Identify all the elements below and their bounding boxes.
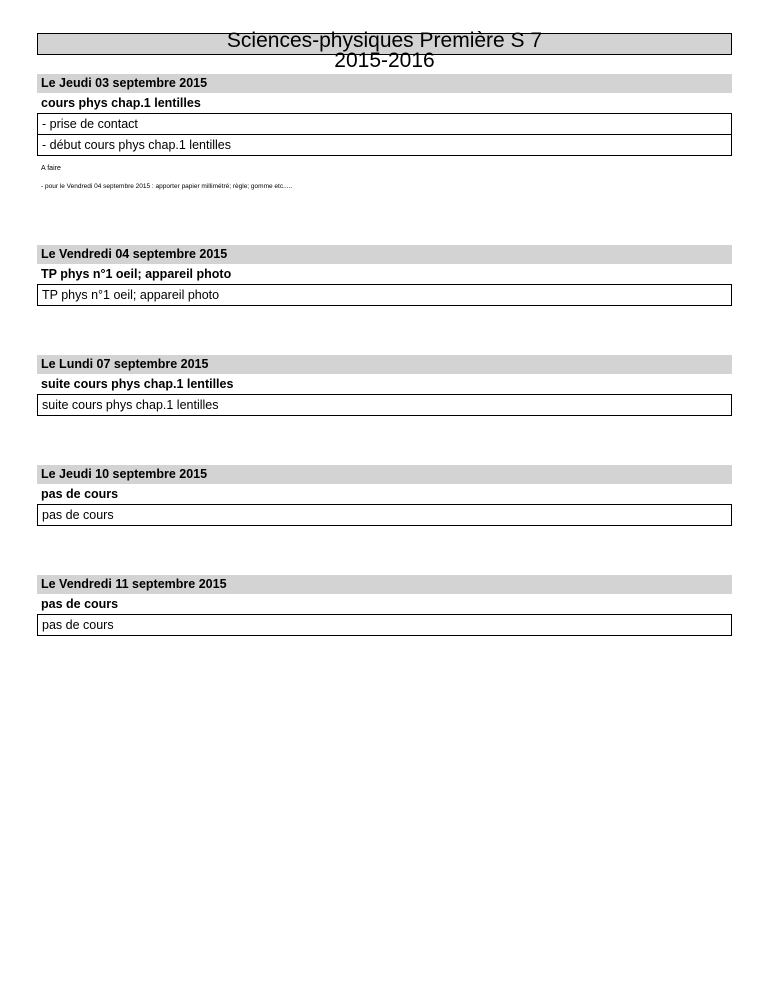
entry-subject: suite cours phys chap.1 lentilles xyxy=(41,377,234,391)
agenda-entry xyxy=(37,465,732,526)
agenda-entry xyxy=(37,355,732,416)
entry-date: Le Jeudi 03 septembre 2015 xyxy=(37,74,732,93)
content-line: - début cours phys chap.1 lentilles xyxy=(38,134,731,155)
todo-label: A faire xyxy=(41,165,61,172)
entry-date: Le Vendredi 04 septembre 2015 xyxy=(37,245,732,264)
entry-date: Le Vendredi 11 septembre 2015 xyxy=(37,575,732,594)
school-year: 2015-2016 xyxy=(334,49,435,72)
content-line: suite cours phys chap.1 lentilles xyxy=(42,398,219,412)
entry-content xyxy=(37,284,732,306)
agenda-entry xyxy=(37,575,732,636)
content-line: TP phys n°1 oeil; appareil photo xyxy=(42,288,220,302)
todo-item: - pour le Vendredi 04 septembre 2015 : apporter papier millimétré; règle; gomme etc..... xyxy=(41,183,293,190)
page-title: Sciences-physiques Première S 7 xyxy=(226,29,543,52)
content-line: pas de cours xyxy=(42,508,114,522)
entry-content xyxy=(37,394,732,416)
entry-date: Le Jeudi 10 septembre 2015 xyxy=(37,465,732,484)
entry-content xyxy=(37,113,732,156)
entry-subject: cours phys chap.1 lentilles xyxy=(41,96,201,110)
entry-content xyxy=(37,614,732,636)
entry-date: Le Lundi 07 septembre 2015 xyxy=(37,355,732,374)
entry-content xyxy=(37,504,732,526)
agenda-entry xyxy=(37,74,732,192)
entry-subject: pas de cours xyxy=(41,597,119,611)
content-line: pas de cours xyxy=(42,618,114,632)
agenda-entry xyxy=(37,245,732,306)
content-line: - prise de contact xyxy=(42,117,138,131)
entry-subject: pas de cours xyxy=(41,487,119,501)
entry-subject: TP phys n°1 oeil; appareil photo xyxy=(41,267,232,281)
